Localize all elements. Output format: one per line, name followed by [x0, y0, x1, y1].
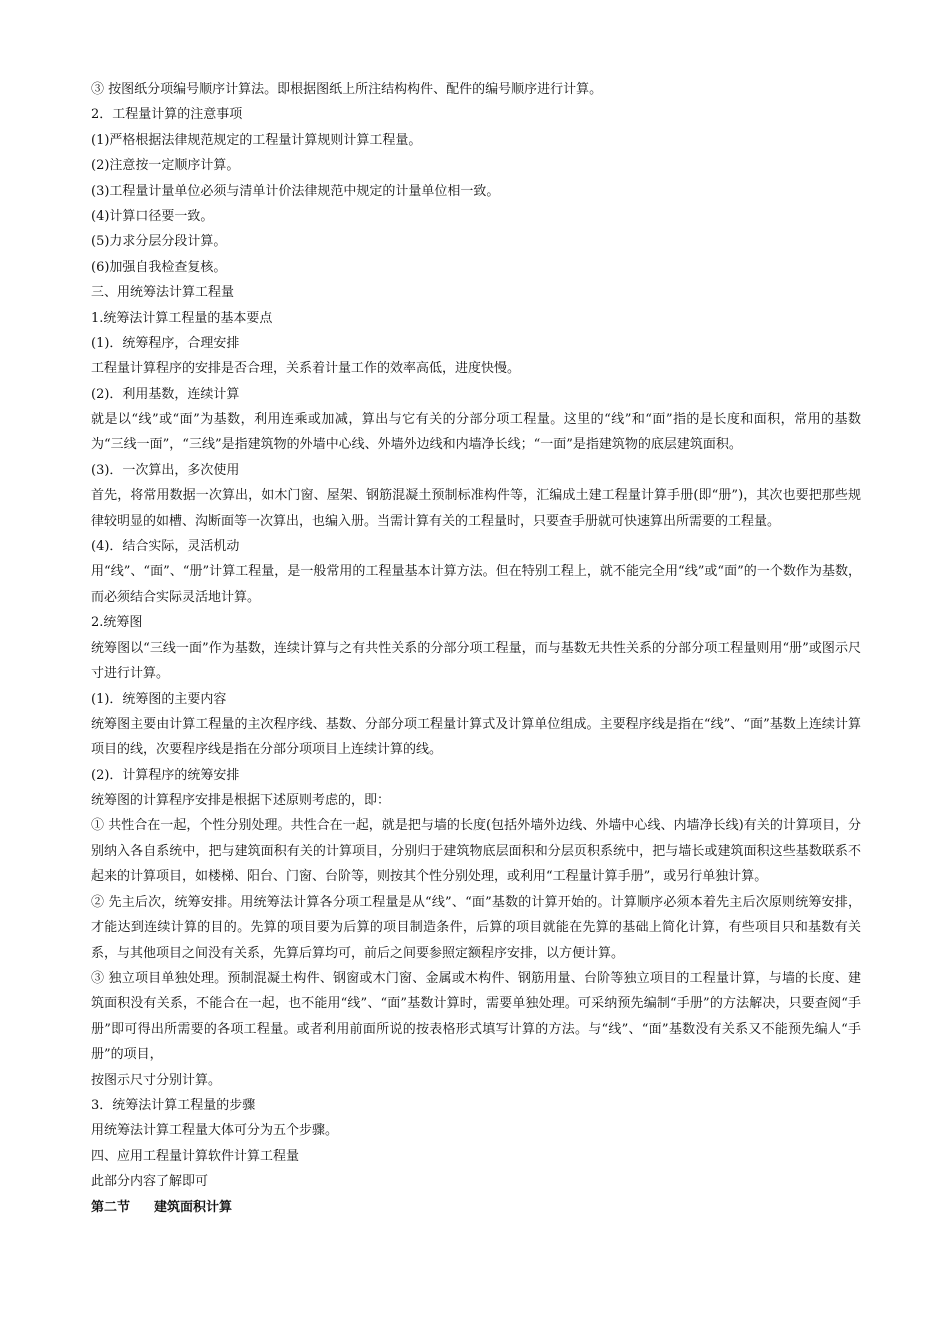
subheading: 1.统筹法计算工程量的基本要点 [91, 310, 273, 326]
section-heading: 三、用统筹法计算工程量 [91, 285, 235, 301]
section-number: 第二节 [91, 1199, 131, 1215]
paragraph: 统筹图主要由计算工程量的主次程序线、基数、分部分项工程量计算式及计算单位组成。主要程序线是指在“线”、“面”基数上连续计算项目的线，次要程序线是指在分部分项项目上连续计算的线。 [91, 716, 861, 758]
text-line: 用统筹法计算工程量大体可分为五个步骤。 [91, 1123, 339, 1139]
paragraph: ③ 独立项目单独处理。预制混凝土构件、钢窗或木门窗、金属或木构件、钢筋用量、台阶等独立项目的工程量计算，与墙的长度、建筑面积没有关系，不能合在一起，也不能用“线”、“面”基数计算时，需要单独处理。可采纳预先编制“手册”的方法解决，只要查阅“手册”即可得出所需要的各项工程量。或者利用前面所说的按表格形式填写计算的方法。与“线”、“面”基数没有关系又不能预先编人“手册”的项目， [91, 970, 861, 1063]
subheading: 2.统筹图 [91, 615, 143, 631]
list-item: (3)工程量计量单位必须与清单计价法律规范中规定的计量单位相一致。 [91, 183, 500, 199]
section-title: 建筑面积计算 [154, 1199, 233, 1215]
subheading: (2)．利用基数，连续计算 [91, 386, 240, 402]
list-item: (2)注意按一定顺序计算。 [91, 158, 240, 174]
paragraph: 首先，将常用数据一次算出，如木门窗、屋架、钢筋混凝土预制标准构件等，汇编成土建工程量计算手册(即“册”)，其次也要把那些规律较明显的如槽、沟断面等一次算出，也编入册。当需计算有关的工程量时，只要查手册就可快速算出所需要的工程量。 [91, 488, 861, 529]
subheading: (1)．统筹图的主要内容 [91, 691, 227, 707]
document-page [91, 77, 861, 1220]
list-item: (5)力求分层分段计算。 [91, 234, 227, 250]
text-line: 按图示尺寸分别计算。 [91, 1072, 222, 1088]
subheading: (4)．结合实际，灵活机动 [91, 539, 240, 555]
subheading: (2)．计算程序的统筹安排 [91, 767, 240, 783]
paragraph: 统筹图以“三线一面”作为基数，连续计算与之有共性关系的分部分项工程量，而与基数无共性关系的分部分项工程量则用“册”或图示尺寸进行计算。 [91, 640, 861, 682]
text-line: ③ 按图纸分项编号顺序计算法。即根据图纸上所注结构构件、配件的编号顺序进行计算。 [91, 82, 603, 97]
paragraph: ② 先主后次，统筹安排。用统筹法计算各分项工程量是从“线”、“面”基数的计算开始的。计算顺序必须本着先主后次原则统筹安排，才能达到连续计算的目的。先算的项目要为后算的项目制造条件，后算的项目就能在先算的基础上简化计算，有些项目只和基数有关系，与其他项目之间没有关系，先算后算均可，前后之间要参照定额程序安排，以方便计算。 [91, 894, 861, 961]
list-item: (1)严格根据法律规范规定的工程量计算规则计算工程量。 [91, 132, 422, 148]
chapter-section-heading [91, 1195, 861, 1220]
section-heading: 四、应用工程量计算软件计算工程量 [91, 1148, 300, 1164]
subheading: 3．统筹法计算工程量的步骤 [91, 1097, 256, 1113]
list-item: (6)加强自我检查复核。 [91, 259, 227, 275]
subheading: (1)．统筹程序，合理安排 [91, 335, 240, 351]
subheading: 2．工程量计算的注意事项 [91, 107, 243, 123]
text-line: 此部分内容了解即可 [91, 1174, 209, 1190]
subheading: (3)．一次算出，多次使用 [91, 462, 240, 478]
text-line: 工程量计算程序的安排是否合理，关系着计量工作的效率高低，进度快慢。 [91, 361, 521, 377]
paragraph: ① 共性合在一起，个性分别处理。共性合在一起，就是把与墙的长度(包括外墙外边线、外墙中心线、内墙净长线)有关的计算项目，分别纳入各自系统中，把与建筑面积有关的计算项目，分别归于建筑物底层面积和分层页积系统中，把与墙长或建筑面积这些基数联系不起来的计算项目，如楼梯、阳台、门窗、台阶等，则按其个性分别处理，或利用“工程量计算手册”，或另行单独计算。 [91, 818, 861, 885]
list-item: (4)计算口径要一致。 [91, 208, 214, 224]
paragraph: 就是以“线”或“面”为基数，利用连乘或加减，算出与它有关的分部分项工程量。这里的“线”和“面”指的是长度和面积，常用的基数为“三线一面”，“三线”是指建筑物的外墙中心线、外墙外边线和内墙净长线；“一面”是指建筑物的底层建筑面积。 [91, 412, 861, 453]
paragraph: 用“线”、“面”、“册”计算工程量，是一般常用的工程量基本计算方法。但在特别工程上，就不能完全用“线”或“面”的一个数作为基数，而必须结合实际灵活地计算。 [91, 564, 861, 605]
text-line: 统筹图的计算程序安排是根据下述原则考虑的，即： [91, 793, 391, 809]
